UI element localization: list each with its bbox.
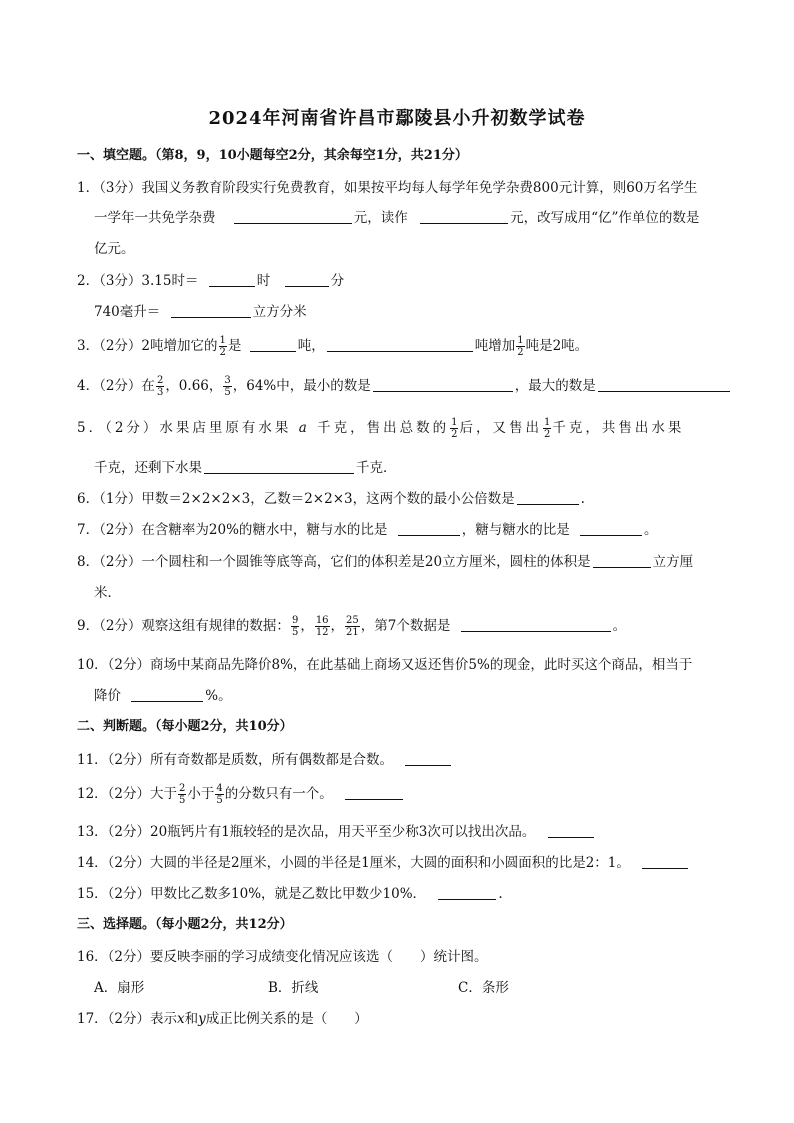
q12-text-1: 12．（2分）大于 bbox=[77, 786, 178, 802]
question-17 bbox=[77, 1007, 368, 1027]
q8-text-2: 立方厘 bbox=[652, 554, 694, 570]
q15-blank[interactable] bbox=[438, 885, 496, 900]
q14-text: 14．（2分）大圆的半径是2厘米，小圆的半径是1厘米，大圆的面积和小圆面积的比是2：1。 bbox=[77, 855, 630, 871]
q3-text-2: 是 bbox=[227, 338, 242, 354]
q2-text-1: 2．（3分）3.15时＝ bbox=[77, 273, 199, 289]
q1-text-3: 元，改写成用“亿”作单位的数是 bbox=[510, 210, 700, 226]
q2-blank-1[interactable] bbox=[209, 272, 255, 287]
question-7 bbox=[77, 518, 658, 538]
q2-blank-3[interactable] bbox=[171, 303, 251, 318]
q5-fraction-2: $\frac{1}{2}$ bbox=[543, 417, 551, 440]
q3-blank-2[interactable] bbox=[327, 337, 473, 352]
q6-text-2: . bbox=[580, 491, 585, 507]
q9-text-1: 9．（2分）观察这组有规律的数据： bbox=[77, 618, 290, 634]
q12-fraction-1: $\frac{2}{5}$ bbox=[179, 783, 186, 806]
q10-text-1: 降价 bbox=[94, 688, 121, 704]
q1-text-1: 一学年一共免学杂费 bbox=[94, 210, 216, 226]
q4-fraction-2: $\frac{3}{5}$ bbox=[224, 375, 231, 398]
question-11 bbox=[77, 748, 451, 768]
q12-text-2: 小于 bbox=[187, 786, 215, 802]
q9-fraction-2: $\frac{16}{12}$ bbox=[315, 615, 329, 638]
q5-text-5: 千克，还剩下水果 bbox=[94, 460, 202, 476]
q9-sep-2: ， bbox=[330, 618, 345, 634]
q16-option-c[interactable]: C．条形 bbox=[458, 980, 509, 996]
q5-text-1: 5．（2分）水果店里原有水果 bbox=[77, 420, 292, 436]
question-16: 16．（2分）要反映李丽的学习成绩变化情况应该选（ ）统计图。 bbox=[77, 949, 488, 965]
q5-text-3: 后，又售出 bbox=[459, 420, 542, 436]
q9-text-2: ，第7个数据是 bbox=[360, 618, 451, 634]
question-12 bbox=[77, 782, 403, 806]
section-multiple-choice: 三、选择题。（每小题2分，共12分） bbox=[77, 917, 293, 932]
question-5-line-1 bbox=[77, 416, 684, 440]
q2-text-3: 分 bbox=[330, 273, 345, 289]
question-2-line-2 bbox=[94, 300, 307, 320]
q17-text-2: 和 bbox=[184, 1011, 199, 1027]
q14-blank[interactable] bbox=[642, 854, 688, 869]
question-6 bbox=[77, 487, 585, 507]
q3-text-1: 3．（2分）2吨增加它的 bbox=[77, 338, 218, 354]
q7-text-3: 。 bbox=[644, 522, 658, 538]
q11-blank[interactable] bbox=[405, 751, 451, 766]
q7-blank-2[interactable] bbox=[580, 521, 642, 536]
q2-blank-2[interactable] bbox=[285, 272, 329, 287]
q5-fraction-1: $\frac{1}{2}$ bbox=[451, 417, 458, 440]
q17-text-1: 17．（2分）表示 bbox=[77, 1011, 178, 1027]
q10-blank-1[interactable] bbox=[131, 687, 203, 702]
q1-blank-2[interactable] bbox=[420, 209, 508, 224]
q12-text-3: 的分数只有一个。 bbox=[224, 786, 333, 802]
q7-text-1: 7．（2分）在含糖率为20%的糖水中，糖与水的比是 bbox=[77, 522, 388, 538]
q5-blank-1[interactable] bbox=[204, 459, 354, 474]
section-true-false: 二、判断题。（每小题2分，共10分） bbox=[77, 719, 293, 734]
q13-text: 13．（2分）20瓶钙片有1瓶较轻的是次品，用天平至少称3次可以找出次品。 bbox=[77, 824, 536, 840]
question-4 bbox=[77, 374, 730, 398]
q2-text-5: 立方分米 bbox=[252, 304, 307, 320]
q15-text-1: 15．（2分）甲数比乙数多10%，就是乙数比甲数少10%． bbox=[77, 886, 427, 902]
question-1-line-1: 1．（3分）我国义务教育阶段实行免费教育，如果按平均每人每学年免学杂费800元计算，则60万名学生 bbox=[77, 180, 698, 196]
q11-text: 11．（2分）所有奇数都是质数，所有偶数都是合数。 bbox=[77, 752, 394, 768]
page-title: 2024年河南省许昌市鄢陵县小升初数学试卷 bbox=[208, 108, 586, 129]
q9-text-3: 。 bbox=[612, 618, 627, 634]
q3-fraction-2: $\frac{1}{2}$ bbox=[517, 335, 524, 358]
question-3 bbox=[77, 334, 588, 358]
question-9 bbox=[77, 614, 626, 638]
q5-variable-a: a bbox=[298, 420, 310, 436]
question-15 bbox=[77, 882, 503, 902]
q9-fraction-1: $\frac{9}{5}$ bbox=[291, 615, 299, 638]
question-16-options bbox=[94, 976, 509, 996]
question-2-line-1 bbox=[77, 269, 344, 289]
q12-blank[interactable] bbox=[345, 785, 403, 800]
q5-text-2: 千克，售出总数的 bbox=[317, 420, 450, 436]
section-fill-blank: 一、填空题。（第8，9，10小题每空2分，其余每空1分，共21分） bbox=[77, 148, 468, 163]
q10-text-2: %。 bbox=[205, 688, 232, 704]
q9-sep-1: ， bbox=[300, 618, 314, 634]
q4-fraction-1: $\frac{2}{3}$ bbox=[156, 375, 164, 398]
q13-blank[interactable] bbox=[548, 823, 594, 838]
q4-blank-1[interactable] bbox=[373, 377, 513, 392]
question-10-line-1: 10．（2分）商场中某商品先降价8%，在此基础上商场又返还售价5%的现金，此时买这个商品，相当于 bbox=[77, 657, 693, 673]
q9-blank-1[interactable] bbox=[461, 617, 611, 632]
q2-text-4: 740毫升＝ bbox=[94, 304, 161, 320]
q3-text-3: 吨， bbox=[297, 338, 325, 354]
question-5-line-2 bbox=[94, 456, 397, 476]
question-1-line-2 bbox=[94, 206, 699, 226]
q9-fraction-3: $\frac{25}{21}$ bbox=[346, 615, 359, 638]
q1-text-2: 元，读作 bbox=[353, 210, 408, 226]
q4-text-2: ，0.66， bbox=[165, 378, 223, 394]
q6-blank-1[interactable] bbox=[517, 490, 579, 505]
q7-text-2: ，糖与糖水的比是 bbox=[461, 522, 570, 538]
q4-text-1: 4．（2分）在 bbox=[77, 378, 155, 394]
question-13 bbox=[77, 820, 594, 840]
q17-variable-y: y bbox=[198, 1011, 206, 1027]
q3-text-4: 吨增加 bbox=[474, 338, 516, 354]
q15-text-2: . bbox=[498, 886, 503, 902]
q16-option-a[interactable]: A．扇形 bbox=[94, 980, 145, 996]
question-8-line-2: 米． bbox=[94, 585, 121, 601]
q3-blank-1[interactable] bbox=[250, 337, 296, 352]
q3-fraction-1: $\frac{1}{2}$ bbox=[219, 335, 226, 358]
q4-blank-2[interactable] bbox=[598, 377, 730, 392]
q17-text-3: 成正比例关系的是（ ） bbox=[205, 1011, 368, 1027]
q8-text-1: 8．（2分）一个圆柱和一个圆锥等底等高，它们的体积差是20立方厘米，圆柱的体积是 bbox=[77, 554, 591, 570]
question-14 bbox=[77, 851, 688, 871]
q5-text-6: 千克． bbox=[356, 460, 397, 476]
q12-fraction-2: $\frac{4}{5}$ bbox=[216, 783, 223, 806]
question-10-line-2 bbox=[94, 684, 232, 704]
q2-text-2: 时 bbox=[256, 273, 271, 289]
q16-option-b[interactable]: B．折线 bbox=[268, 980, 319, 996]
question-8-line-1 bbox=[77, 550, 693, 570]
q8-blank-1[interactable] bbox=[593, 553, 651, 568]
q6-text-1: 6．（1分）甲数＝2×2×2×3，乙数＝2×2×3，这两个数的最小公倍数是 bbox=[77, 491, 515, 507]
q17-variable-x: x bbox=[177, 1011, 185, 1027]
q5-text-4: 千克，共售出水果 bbox=[552, 420, 685, 436]
q7-blank-1[interactable] bbox=[398, 521, 460, 536]
q3-text-5: 吨是2吨。 bbox=[525, 338, 589, 354]
q4-text-4: ，最大的数是 bbox=[514, 378, 596, 394]
q1-blank-1[interactable] bbox=[234, 209, 352, 224]
q4-text-3: ，64%中，最小的数是 bbox=[232, 378, 371, 394]
question-1-line-3: 亿元。 bbox=[94, 241, 135, 257]
